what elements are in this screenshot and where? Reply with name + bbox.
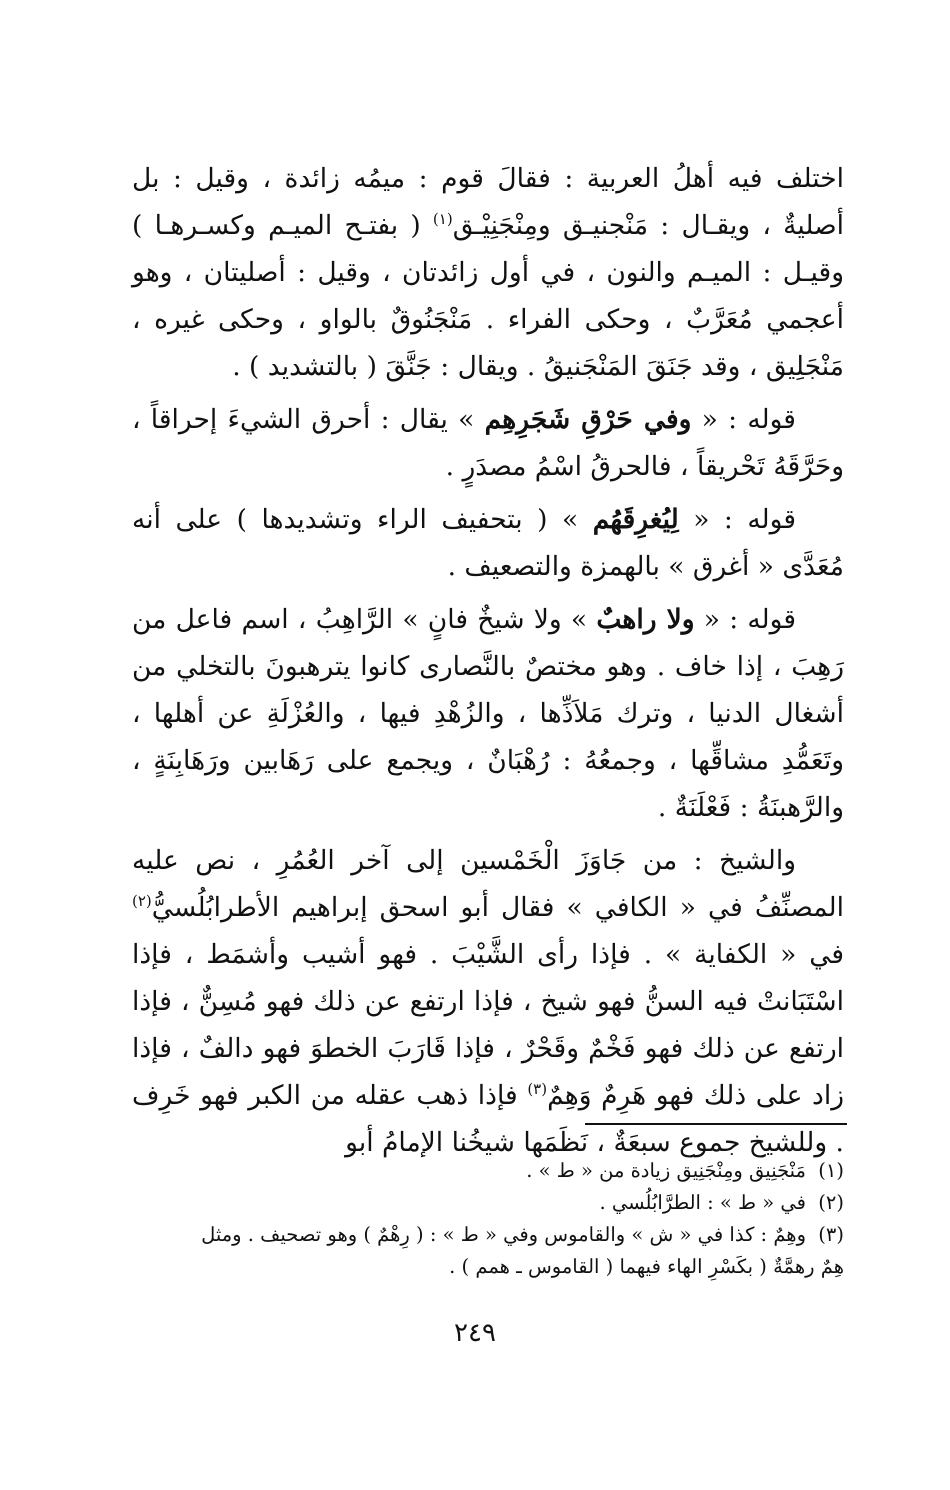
paragraph-text: اختلف فيه أهلُ العربية : فقالَ قوم : ميمُه زائدة ، وقيل : بل أصليةٌ ، ويقـال : مَنْجنيـق ومِنْجَنِيْـق (132, 163, 844, 241)
paragraph-text: » ولا شيخٌ فانٍ » الرَّاهِبُ ، اسم فاعل من رَهِبَ ، إذا خاف . وهو مختصٌ بالنَّصارى كانوا يترهبونَ بالتخلي من أشغال الدنيا ، وترك مَلاَذِّها ، والزُهْدِ فيها ، والعُزْلَةِ عن أهلها ، وتَعَمُّدِ مشاقِّها ، وجمعُهُ : رُهْبَانٌ ، ويجمع على رَهَابين ورَهَابِنَةٍ ، والرَّهبنَةُ : فَعْلَنَةٌ . (132, 604, 844, 823)
footnote-text: مَنْجَنِيق ومِنْجَنِيق زيادة من « ط » . (526, 1159, 806, 1182)
paragraph-text: ( بفتـح الميـم وكسـرهـا ) وقيـل : الميـم والنون ، في أول زائدتان ، وقيل : أصليتان ، وهو أعجمي مُعَرَّبٌ ، وحكى الفراء . مَنْجَنُوقٌ بالواو ، وحكى غيره ، مَنْجَلِيق ، وقد جَنَقَ المَنْجَنيقُ . ويقال : جَنَّقَ ( بالتشديد ) . (132, 210, 844, 382)
footnotes (132, 1155, 844, 1283)
paragraph-rahib (132, 596, 844, 831)
footnote-number: (٣) (818, 1223, 844, 1246)
footnote-ref: (١) (432, 210, 453, 229)
paragraph-text: » ( بتحفيف الراء وتشديدها ) على أنه مُعَدَّى « أغرق » بالهمزة والتصعيف . (132, 504, 844, 582)
footnote-3 (132, 1219, 844, 1251)
footnote-number: (٢) (818, 1191, 844, 1214)
paragraph-text: والشيخ : من جَاوَزَ الْخَمْسين إلى آخر العُمُرِ ، نص عليه المصنِّفُ في « الكافي » فقال أبو اسحق إبراهيم الأطرابُلُسيُّ (132, 845, 844, 923)
paragraph-yughriqahum (132, 496, 844, 590)
footnote-divider (585, 1123, 847, 1125)
footnote-ref: (٣) (527, 1080, 548, 1099)
footnote-number: (١) (818, 1159, 844, 1182)
quoted-term: وفي حَرْقِ شَجَرِهِم (484, 404, 692, 435)
page-number: ٢٤٩ (454, 1318, 496, 1348)
main-text (132, 155, 844, 1172)
footnote-1 (132, 1155, 844, 1187)
footnote-ref: (٢) (132, 892, 152, 911)
footnote-3-continuation: هِمٌ رهمَّةٌ ( بكَسْرِ الهاء فيهما ( القاموس ـ همم ) . (449, 1255, 844, 1278)
paragraph-text: قوله : « (694, 604, 796, 635)
quoted-term: ولا راهبٌ (596, 604, 695, 635)
footnote-text: وهِمٌ : كذا في « ش » والقاموس وفي « ط » : ( رِهْمٌ ) وهو تصحيف . ومثل (201, 1223, 806, 1246)
quoted-term: لِيُغرِقَهُم (592, 504, 679, 535)
paragraph-manjaniq (132, 155, 844, 390)
footnote-2 (132, 1187, 844, 1219)
paragraph-shaykh (132, 837, 844, 1166)
paragraph-text: في « الكفاية » . فإذا رأى الشَّيْبَ . فهو أشيب وأشمَط ، فإذا اسْتَبَانتْ فيه السنُّ فهو شيخ ، فإذا ارتفع عن ذلك فهو مُسِنٌّ ، فإذا ارتفع عن ذلك فهو فَخْمٌ وقَحْرٌ ، فإذا قَارَبَ الخطوَ فهو دالفٌ ، فإذا زاد على ذلك فهو هَرِمٌ وَهِمٌ (132, 939, 844, 1111)
paragraph-text: فإذا ذهب عقله من الكبر فهو خَرِف . وللشيخ جموع سبعَةٌ ، نَظَمَها شيخُنا الإمامُ أبو (132, 1080, 844, 1158)
paragraph-text: قوله : « (691, 404, 796, 435)
paragraph-harq (132, 396, 844, 490)
paragraph-text: قوله : « (678, 504, 796, 535)
footnote-text: في « ط » : الطرَّابُلُسي . (599, 1191, 806, 1214)
paragraph-text: » يقال : أحرق الشيءَ إحراقاً ، وحَرَّقَهُ تَحْريقاً ، فالحرقُ اسْمُ مصدَرٍ . (132, 404, 844, 482)
